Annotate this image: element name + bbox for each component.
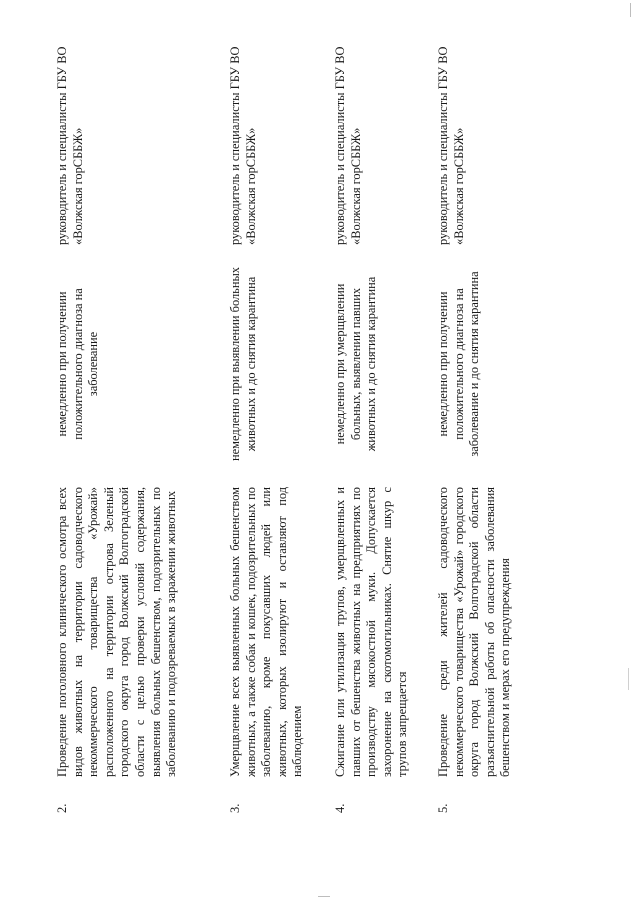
row-number: 4. — [333, 803, 347, 813]
scan-artifact — [318, 896, 330, 897]
term-cell: немедленно при получении положительного диагноза на заболевание и до снятия карантина — [436, 271, 482, 457]
action-cell: Умерщвление всех выявленных больных бешенством животных, а также собак и кошек, подозрительных по заболеванию, кроме покусавших людей или животных, которых изолируют и оставляют под наблюдением — [228, 487, 305, 777]
action-cell: Сжигание или утилизация трупов, умерщвленных и павших от бешенства животных на предприятиях по производству мясокостной муки. Допускается захоронение на скотомогильниках. Снятие шкур с трупов запрещается — [333, 487, 410, 777]
action-cell: Проведение среди жителей садоводческого некоммерческого товарищества «Урожай» городского округа город Волжский Волгоградской области разъяснительной работы об опасности заболевания бешенством и мерах его предупреждения — [436, 487, 513, 777]
term-cell: немедленно при умерщвлении больных, выявлении павших животных и до снятия карантина — [333, 276, 379, 452]
row-number: 3. — [228, 803, 242, 813]
scan-artifact — [630, 3, 631, 17]
term-cell: немедленно при выявлении больных животных и до снятия карантина — [228, 267, 258, 461]
responsible-cell: руководитель и специалисты ГБУ ВО «Волжская горСББЖ» — [228, 46, 258, 245]
row-number: 2. — [55, 803, 69, 813]
scan-artifact — [628, 668, 629, 690]
responsible-cell: руководитель и специалисты ГБУ ВО «Волжская горСББЖ» — [436, 46, 466, 245]
row-number: 5. — [436, 803, 450, 813]
responsible-cell: руководитель и специалисты ГБУ ВО «Волжская горСББЖ» — [55, 46, 85, 245]
action-cell: Проведение поголовного клинического осмотра всех видов животных на территории садоводческого некоммерческого товарищества «Урожай» расположенного на территории острова Зеленый городского округа город Волжский Волгоградской области с целью проверки условий содержания, выявления больных бешенством, подозрительных по заболеванию и подозреваемых в заражении животных — [55, 487, 179, 777]
term-cell: немедленно при получении положительного диагноза на заболевание — [55, 288, 101, 440]
responsible-cell: руководитель и специалисты ГБУ ВО «Волжская горСББЖ» — [333, 46, 363, 245]
